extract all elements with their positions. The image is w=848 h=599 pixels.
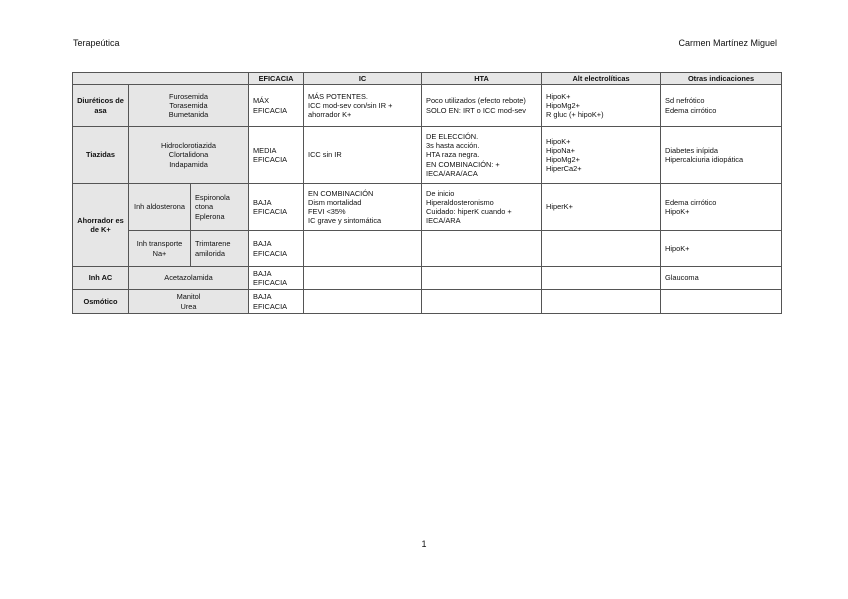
diuretics-table <box>72 72 782 314</box>
col-header-ic: IC <box>304 73 422 85</box>
otras-cell <box>661 290 782 314</box>
table-header-row <box>73 73 782 85</box>
eficacia-cell: MÁX EFICACIA <box>249 85 304 127</box>
otras-cell: Diabetes inípida Hipercalciuria idiopática <box>661 127 782 184</box>
table-row <box>73 267 782 290</box>
col-header-otras: Otras indicaciones <box>661 73 782 85</box>
drug-list: Furosemida Torasemida Bumetanida <box>129 85 249 127</box>
alt-cell: HiperK+ <box>542 184 661 231</box>
eficacia-cell: BAJA EFICACIA <box>249 231 304 267</box>
hta-cell: DE ELECCIÓN. 3s hasta acción. HTA raza negra. EN COMBINACIÓN: + IECA/ARA/ACA <box>422 127 542 184</box>
header-left: Terapeútica <box>73 38 120 48</box>
alt-cell <box>542 231 661 267</box>
hta-cell <box>422 290 542 314</box>
otras-cell: Sd nefrótico Edema cirrótico <box>661 85 782 127</box>
alt-cell: HipoK+ HipoNa+ HipoMg2+ HiperCa2+ <box>542 127 661 184</box>
eficacia-cell: BAJA EFICACIA <box>249 184 304 231</box>
drug-list: Hidroclorotiazida Clortalidona Indapamida <box>129 127 249 184</box>
alt-cell: HipoK+ HipoMg2+ R gluc (+ hipoK+) <box>542 85 661 127</box>
alt-cell <box>542 267 661 290</box>
otras-cell: Edema cirrótico HipoK+ <box>661 184 782 231</box>
mechanism-label: Inh aldosterona <box>129 184 191 231</box>
col-header-hta: HTA <box>422 73 542 85</box>
mechanism-label: Inh transporte Na+ <box>129 231 191 267</box>
drug-list: Manitol Urea <box>129 290 249 314</box>
ic-cell <box>304 231 422 267</box>
table-row <box>73 85 782 127</box>
eficacia-cell: BAJA EFICACIA <box>249 290 304 314</box>
otras-cell: Glaucoma <box>661 267 782 290</box>
header-right: Carmen Martínez Miguel <box>678 38 777 48</box>
hta-cell <box>422 231 542 267</box>
group-label: Diuréticos de asa <box>73 85 129 127</box>
otras-cell: HipoK+ <box>661 231 782 267</box>
hta-cell: De inicio Hiperaldosteronismo Cuidado: hiperK cuando + IECA/ARA <box>422 184 542 231</box>
hta-cell: Poco utilizados (efecto rebote) SOLO EN: IRT o ICC mod-sev <box>422 85 542 127</box>
alt-cell <box>542 290 661 314</box>
group-label: Tiazidas <box>73 127 129 184</box>
table-row <box>73 290 782 314</box>
eficacia-cell: BAJA EFICACIA <box>249 267 304 290</box>
ic-cell: EN COMBINACIÓN Dism mortalidad FEVI <35% IC grave y sintomática <box>304 184 422 231</box>
table-row <box>73 184 782 231</box>
group-label: Inh AC <box>73 267 129 290</box>
eficacia-cell: MEDIA EFICACIA <box>249 127 304 184</box>
group-label: Osmótico <box>73 290 129 314</box>
group-label: Ahorrador es de K+ <box>73 184 129 267</box>
ic-cell: ICC sin IR <box>304 127 422 184</box>
hta-cell <box>422 267 542 290</box>
drug-list: Trimtarene amilorida <box>191 231 249 267</box>
ic-cell: MÁS POTENTES. ICC mod-sev con/sin IR + ahorrador K+ <box>304 85 422 127</box>
ic-cell <box>304 290 422 314</box>
col-header-alt: Alt electrolíticas <box>542 73 661 85</box>
ic-cell <box>304 267 422 290</box>
drug-list: Acetazolamida <box>129 267 249 290</box>
header-empty-cell <box>73 73 249 85</box>
table-row <box>73 127 782 184</box>
page-number: 1 <box>421 539 427 549</box>
drug-list: Espironola ctona Eplerona <box>191 184 249 231</box>
col-header-eficacia: EFICACIA <box>249 73 304 85</box>
table-row <box>73 231 782 267</box>
